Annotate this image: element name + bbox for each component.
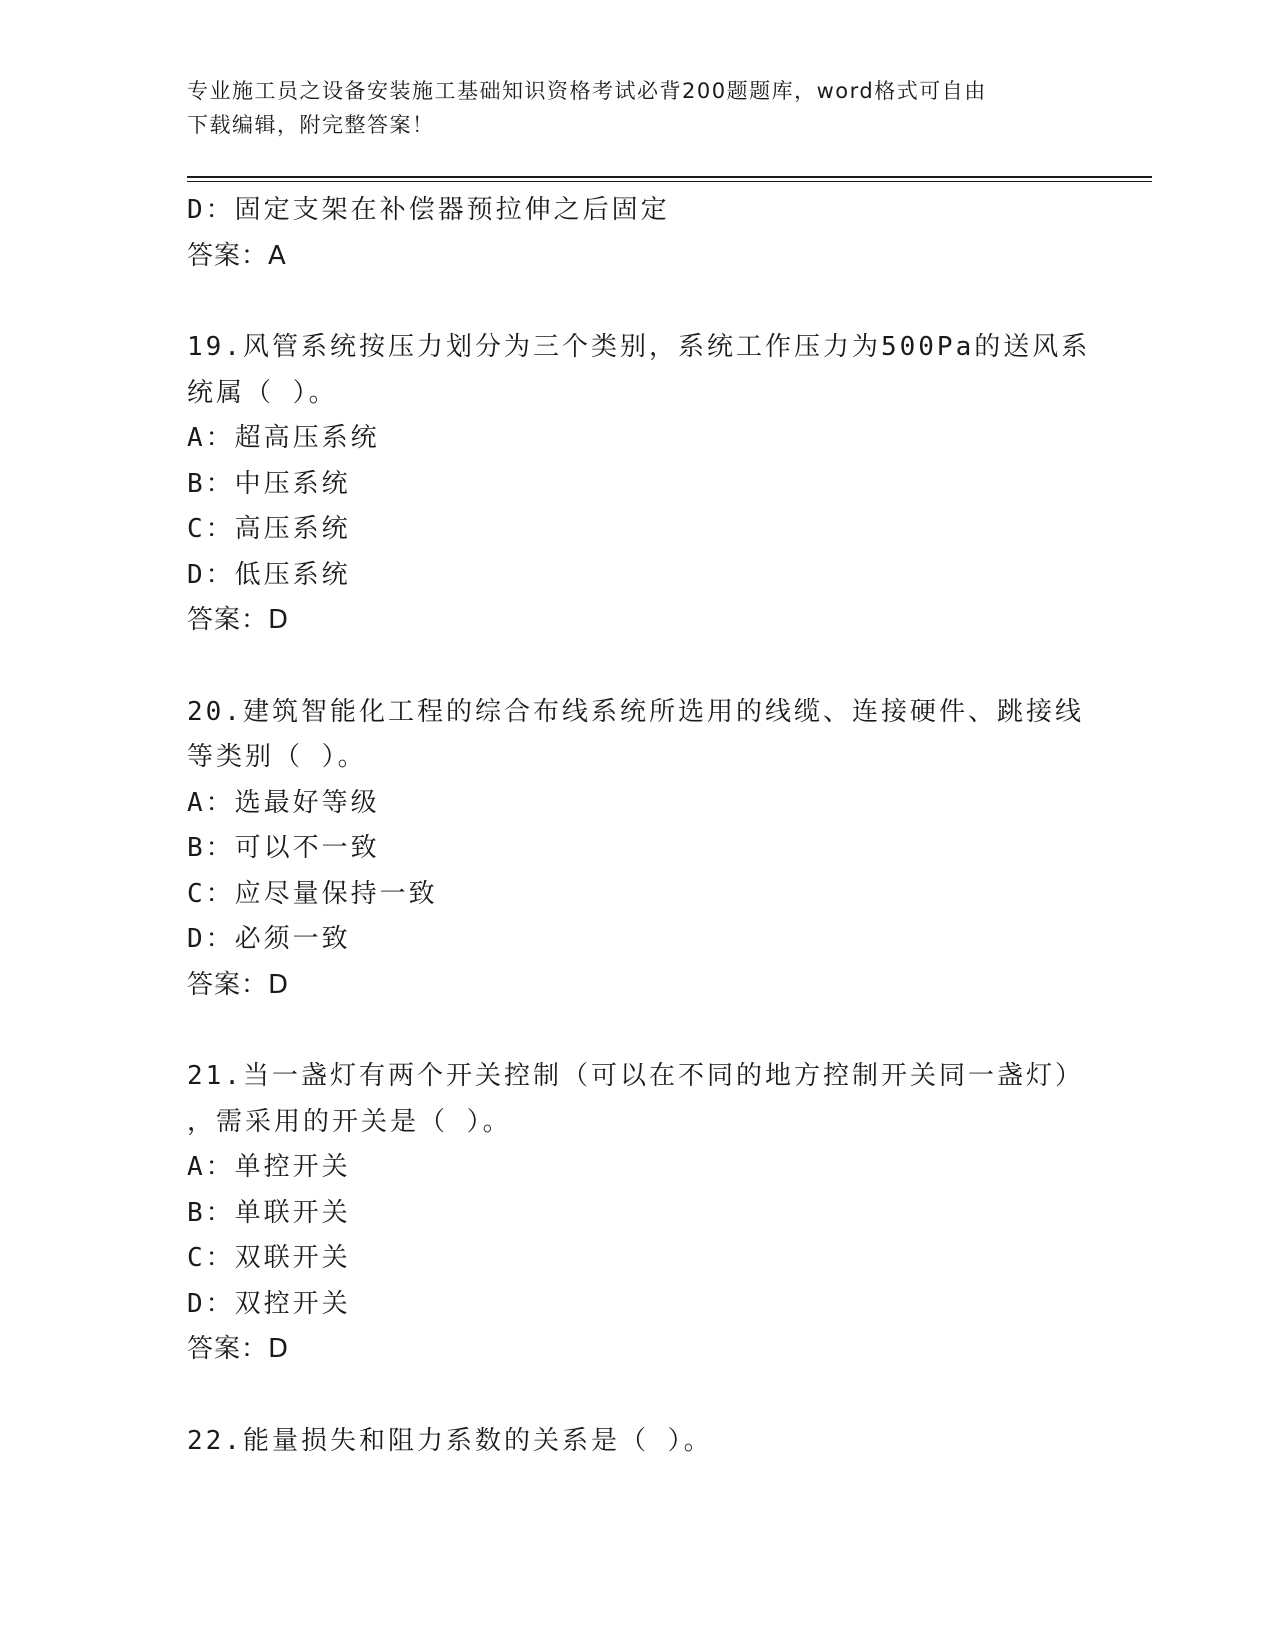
- option-d: D：双控开关: [187, 1288, 351, 1319]
- question-22: [187, 1419, 1107, 1465]
- option-b: B：单联开关: [187, 1197, 351, 1228]
- question-stem: 19.风管系统按压力划分为三个类别，系统工作压力为500Pa的送风系: [187, 332, 1091, 362]
- question-21: [187, 1054, 1107, 1373]
- option-d: D：固定支架在补偿器预拉伸之后固定: [187, 195, 670, 225]
- option-a: A：单控开关: [187, 1152, 351, 1182]
- answer-line: 答案：D: [187, 605, 290, 635]
- option-a: A：选最好等级: [187, 787, 380, 818]
- document-header: [187, 74, 1087, 142]
- answer-line: 答案：D: [187, 969, 290, 1000]
- option-a: A：超高压系统: [187, 423, 380, 453]
- answer-line: 答案：A: [187, 240, 287, 271]
- header-line-2: 下载编辑，附完整答案！: [187, 113, 435, 137]
- question-stem: 20.建筑智能化工程的综合布线系统所选用的线缆、连接硬件、跳接线: [187, 696, 1084, 727]
- option-c: C：高压系统: [187, 514, 351, 544]
- option-b: B：可以不一致: [187, 833, 380, 863]
- option-c: C：双联开关: [187, 1243, 351, 1273]
- question-stem: 21.当一盏灯有两个开关控制（可以在不同的地方控制开关同一盏灯）: [187, 1061, 1084, 1091]
- option-d: D：低压系统: [187, 559, 351, 590]
- option-b: B：中压系统: [187, 468, 351, 499]
- header-divider-thick: [187, 176, 1152, 178]
- header-line-1: 专业施工员之设备安装施工基础知识资格考试必背200题题库，word格式可自由: [187, 79, 987, 103]
- header-divider-thin: [187, 181, 1152, 182]
- question-19: [187, 325, 1107, 644]
- question-stem-continued: ，需采用的开关是（ ）。: [187, 1106, 512, 1137]
- question-20: [187, 690, 1107, 1009]
- question-stem-continued: 统属（ ）。: [187, 377, 338, 408]
- option-c: C：应尽量保持一致: [187, 878, 438, 909]
- question-stem-continued: 等类别（ ）。: [187, 742, 367, 772]
- previous-question-tail: [187, 188, 1107, 279]
- question-list: [187, 188, 1107, 1464]
- option-d: D：必须一致: [187, 924, 351, 954]
- question-stem: 22.能量损失和阻力系数的关系是（ ）。: [187, 1425, 713, 1456]
- answer-line: 答案：D: [187, 1334, 290, 1364]
